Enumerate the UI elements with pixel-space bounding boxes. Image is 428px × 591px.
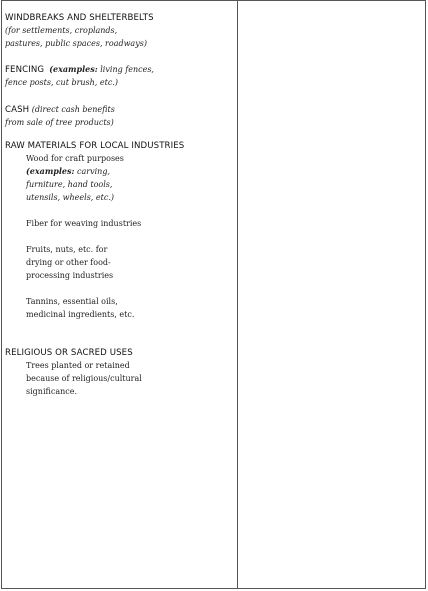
examples-label: (examples: bbox=[49, 64, 98, 74]
item-line: medicinal ingredients, etc. bbox=[26, 310, 135, 319]
item-line bbox=[26, 165, 233, 178]
item-line: because of religious/cultural bbox=[26, 374, 142, 383]
cash-heading-line bbox=[5, 101, 233, 116]
item-line: Fiber for weaving industries bbox=[26, 219, 142, 228]
column-divider bbox=[237, 0, 238, 589]
item-line: furniture, hand tools, bbox=[26, 180, 113, 189]
section-note-windbreaks bbox=[5, 24, 233, 50]
note-line: fence posts, cut brush, etc.) bbox=[5, 78, 118, 87]
raw-materials-fiber bbox=[5, 217, 233, 230]
raw-materials-tannins bbox=[5, 295, 233, 321]
examples-label: (examples: bbox=[26, 166, 75, 176]
section-windbreaks bbox=[5, 12, 233, 50]
note-line: pastures, public spaces, roadways) bbox=[5, 39, 147, 48]
item-line: Tannins, essential oils, bbox=[26, 297, 118, 306]
section-heading-raw-materials: RAW MATERIALS FOR LOCAL INDUSTRIES bbox=[5, 141, 185, 151]
section-note-fencing bbox=[5, 76, 233, 89]
item-line: drying or other food- bbox=[26, 258, 111, 267]
note-fragment: carving, bbox=[74, 167, 110, 176]
right-column-empty bbox=[239, 0, 425, 587]
section-religious bbox=[5, 347, 233, 398]
left-column bbox=[5, 12, 233, 398]
item-line: Wood for craft purposes bbox=[26, 154, 124, 163]
item-line: utensils, wheels, etc.) bbox=[26, 193, 114, 202]
item-line: Trees planted or retained bbox=[26, 361, 130, 370]
section-heading-religious: RELIGIOUS OR SACRED USES bbox=[5, 348, 133, 358]
note-fragment: living fences, bbox=[97, 65, 154, 74]
section-heading-fencing: FENCING bbox=[5, 65, 45, 75]
fencing-heading-line bbox=[5, 61, 233, 76]
section-fencing bbox=[5, 61, 233, 89]
fencing-note-inline bbox=[49, 65, 154, 74]
section-raw-materials bbox=[5, 140, 233, 321]
section-heading-cash: CASH bbox=[5, 105, 30, 115]
item-line: Fruits, nuts, etc. for bbox=[26, 245, 108, 254]
religious-description bbox=[5, 359, 233, 398]
item-line: significance. bbox=[26, 387, 77, 396]
note-line: (for settlements, croplands, bbox=[5, 26, 118, 35]
note-line: from sale of tree products) bbox=[5, 118, 114, 127]
section-note-cash bbox=[5, 116, 233, 129]
section-cash bbox=[5, 101, 233, 129]
raw-materials-fruits bbox=[5, 243, 233, 282]
raw-materials-craft bbox=[5, 152, 233, 204]
section-heading-windbreaks: WINDBREAKS AND SHELTERBELTS bbox=[5, 13, 154, 23]
item-line: processing industries bbox=[26, 271, 114, 280]
note-fragment: (direct cash benefits bbox=[29, 105, 115, 114]
